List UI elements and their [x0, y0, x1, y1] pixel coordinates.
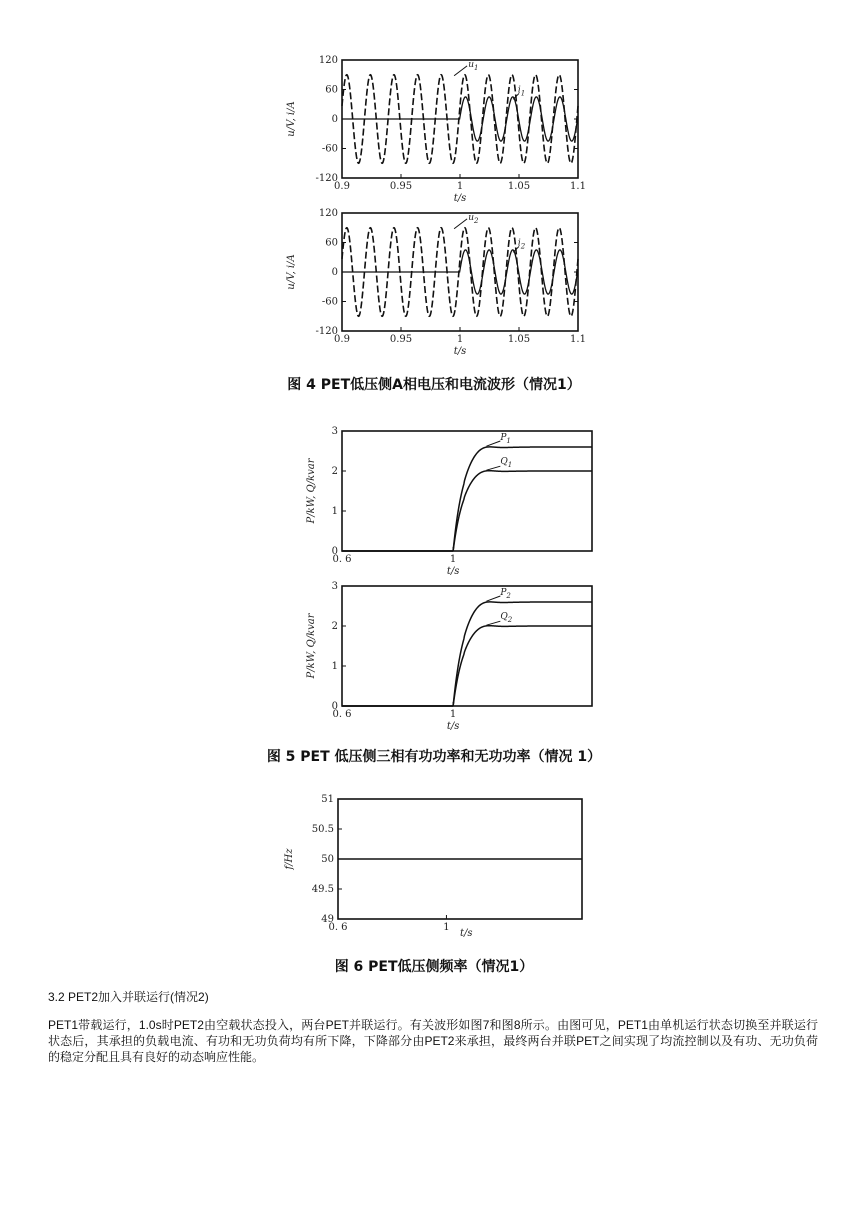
p-annotation-leader: [486, 596, 500, 601]
y-tick-label: 50: [321, 854, 334, 865]
i-annotation: $i_1$: [517, 85, 526, 98]
fig6-caption: 图 6 PET低压侧频率（情况1）: [334, 959, 534, 975]
p-annotation-leader: [486, 441, 500, 446]
y-axis-label: P/kW, Q/kvar: [306, 458, 317, 524]
y-tick-label: -120: [315, 173, 338, 184]
fig5-panel-2-svg: [300, 580, 600, 740]
y-tick-label: -120: [315, 326, 338, 337]
y-tick-label: 51: [321, 794, 334, 805]
x-tick-label: 1: [443, 922, 450, 933]
x-tick-label: 0.95: [389, 334, 413, 345]
y-tick-label: -60: [321, 143, 338, 155]
x-tick-label: 0.9: [334, 181, 350, 192]
x-tick-label: 1.1: [570, 334, 586, 345]
x-axis-label: t/s: [460, 928, 473, 939]
series-P1: [342, 447, 592, 551]
x-tick-label: 1: [449, 709, 457, 720]
x-axis-label: t/s: [453, 346, 467, 357]
y-tick-label: 50.5: [311, 824, 334, 835]
fig4-caption: 图 4 PET低压侧A相电压和电流波形（情况1）: [287, 377, 581, 393]
fig4-panel-1: [282, 52, 592, 212]
y-tick-label: 0: [331, 546, 338, 557]
i-annotation: $i_2$: [517, 238, 526, 251]
fig4-panel-2: [282, 205, 592, 365]
series-Q1: [342, 471, 592, 551]
fig4-panel-2-svg: [282, 205, 592, 365]
x-axis-label: t/s: [453, 193, 467, 204]
fig4-panel-1-svg: [282, 52, 592, 212]
x-tick-label: 1.1: [570, 181, 586, 192]
fig5-panel-2: [300, 580, 600, 740]
section-heading: 3.2 PET2加入并联运行(情况2): [48, 990, 209, 1004]
fig6-panel: [280, 793, 590, 948]
y-tick-label: 120: [318, 55, 338, 66]
y-tick-label: 3: [331, 581, 338, 592]
fig5-caption: 图 5 PET 低压侧三相有功功率和无功功率（情况 1）: [266, 749, 602, 765]
x-tick-label: 1.05: [507, 181, 531, 192]
y-tick-label: 49.5: [311, 884, 334, 895]
x-tick-label: 0. 6: [332, 554, 352, 565]
y-tick-label: 2: [331, 466, 338, 477]
x-axis-label: t/s: [446, 566, 460, 577]
q-annotation-leader: [486, 466, 500, 470]
q-annotation: $Q_2$: [500, 612, 513, 625]
y-tick-label: 1: [331, 661, 338, 672]
y-tick-label: 0: [331, 267, 338, 278]
q-annotation-leader: [486, 621, 500, 625]
section-paragraph: PET1带载运行，1.0s时PET2由空载状态投入，两台PET并联运行。有关波形如图7和图8所示。由图可见，PET1由单机运行状态切换至并联运行状态后，其承担的负载电流、有功和无功负荷均有所下降，下降部分由PET2来承担，最终两台并联PET之间实现了均流控制以及有功、无功负荷的稳定分配且具有良好的动态响应性能。: [48, 1018, 818, 1064]
p-annotation: $P_2$: [500, 587, 511, 600]
x-tick-label: 1: [456, 334, 464, 345]
y-tick-label: 3: [331, 426, 338, 437]
x-tick-label: 0.95: [389, 181, 413, 192]
series-P2: [342, 602, 592, 706]
x-tick-label: 1: [449, 554, 457, 565]
y-tick-label: 49: [321, 914, 334, 925]
x-tick-label: 0. 6: [332, 709, 352, 720]
y-tick-label: -60: [321, 296, 338, 308]
y-tick-label: 2: [331, 621, 338, 632]
y-tick-label: 60: [325, 84, 338, 96]
y-tick-label: 60: [325, 237, 338, 249]
y-tick-label: 0: [331, 701, 338, 712]
y-tick-label: 0: [331, 114, 338, 125]
series-Q2: [342, 626, 592, 706]
y-axis-label: u/V, i/A: [286, 101, 297, 137]
y-tick-label: 1: [331, 506, 338, 517]
u-annotation: $u_2$: [468, 212, 479, 225]
y-axis-label: f/Hz: [284, 848, 295, 870]
x-tick-label: 1.05: [507, 334, 531, 345]
x-tick-label: 1: [456, 181, 464, 192]
u-annotation: $u_1$: [468, 59, 479, 72]
fig6-panel-svg: [280, 793, 590, 948]
x-axis-label: t/s: [446, 721, 460, 732]
y-axis-label: P/kW, Q/kvar: [306, 613, 317, 679]
y-tick-label: 120: [318, 208, 338, 219]
y-axis-label: u/V, i/A: [286, 254, 297, 290]
fig5-panel-1-svg: [300, 425, 600, 585]
p-annotation: $P_1$: [500, 432, 511, 445]
x-tick-label: 0. 6: [328, 922, 348, 933]
q-annotation: $Q_1$: [500, 457, 513, 470]
fig5-panel-1: [300, 425, 600, 585]
x-tick-label: 0.9: [334, 334, 350, 345]
